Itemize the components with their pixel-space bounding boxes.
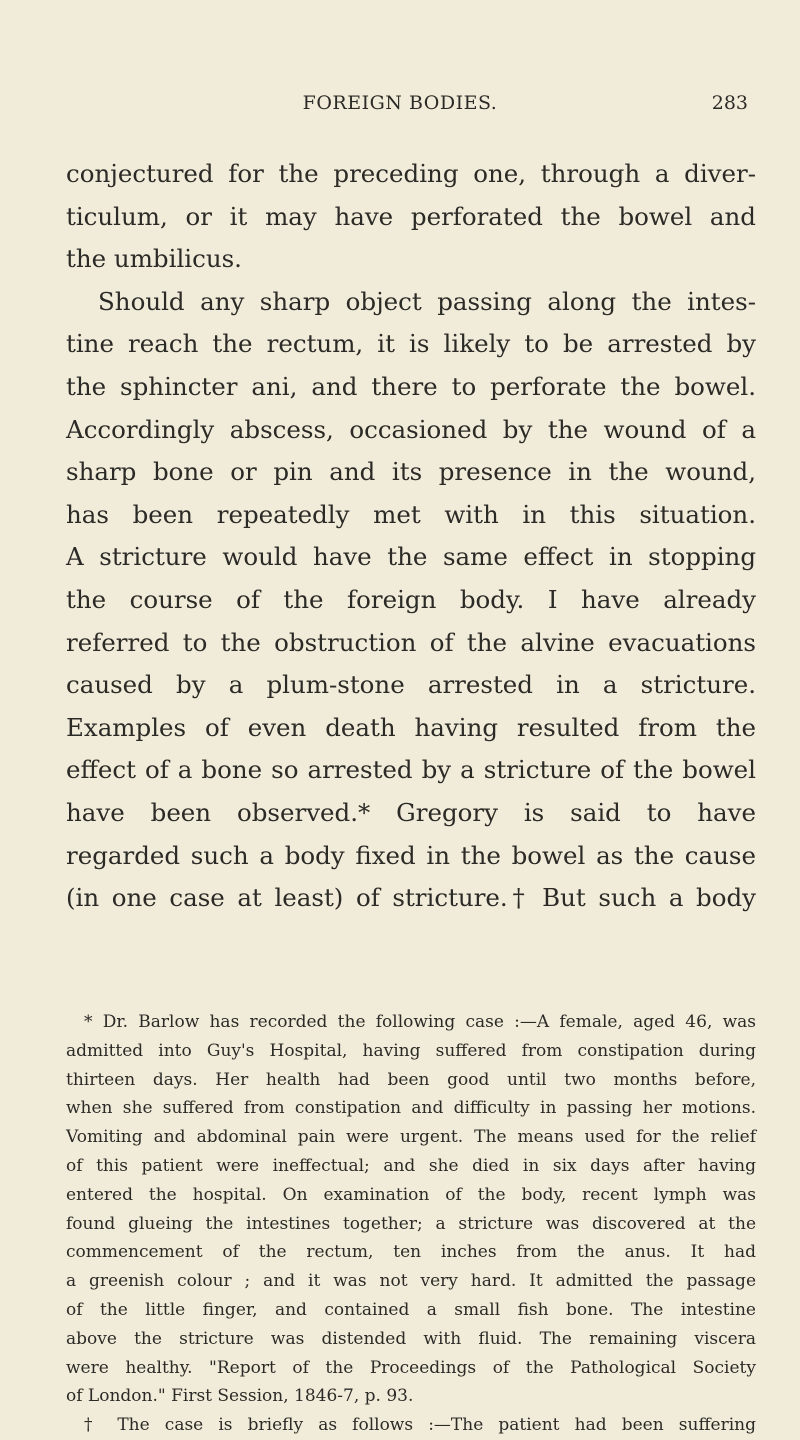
- footnote-line: of the little finger, and contained a small fish bone. The intestine: [66, 1299, 756, 1320]
- body-line: tine reach the rectum, it is likely to be arrested by: [66, 329, 756, 359]
- page-number: 283: [711, 92, 748, 114]
- footnotes: [66, 1008, 756, 1440]
- body-line: (in one case at least) of stricture.† But such a body: [66, 883, 756, 913]
- footnote-line: commencement of the rectum, ten inches from the anus. It had: [66, 1242, 756, 1263]
- body-line: Should any sharp object passing along the intes-: [98, 286, 756, 316]
- footnote-line: Vomiting and abdominal pain were urgent. The means used for the relief: [66, 1127, 756, 1148]
- footnote-line: † The case is briefly as follows :—The patient had been suffering: [84, 1415, 756, 1436]
- footnote-line: thirteen days. Her health had been good until two months before,: [66, 1069, 756, 1090]
- body-line: regarded such a body fixed in the bowel as the cause: [66, 840, 756, 870]
- body-line: has been repeatedly met with in this situation.: [66, 499, 756, 529]
- footnote-line: were healthy. "Report of the Proceedings of the Pathological Society: [66, 1357, 756, 1378]
- body-text: [66, 153, 756, 920]
- footnote-line: above the stricture was distended with fluid. The remaining viscera: [66, 1328, 756, 1349]
- running-title: FOREIGN BODIES.: [302, 92, 498, 114]
- footnote-line: admitted into Guy's Hospital, having suffered from constipation during: [66, 1040, 756, 1061]
- body-line: have been observed.* Gregory is said to have: [66, 797, 756, 827]
- body-line: effect of a bone so arrested by a stricture of the bowel: [66, 755, 756, 785]
- body-line: the course of the foreign body. I have already: [66, 584, 756, 614]
- footnote-line: * Dr. Barlow has recorded the following case :—A female, aged 46, was: [84, 1012, 756, 1032]
- body-line: sharp bone or pin and its presence in the wound,: [66, 457, 756, 487]
- body-line: the sphincter ani, and there to perforate the bowel.: [66, 371, 756, 401]
- body-line: referred to the obstruction of the alvine evacuations: [66, 627, 756, 657]
- body-line: Examples of even death having resulted from the: [66, 712, 756, 742]
- footnote-line: when she suffered from constipation and difficulty in passing her motions.: [66, 1098, 756, 1119]
- body-line: ticulum, or it may have perforated the bowel and: [66, 201, 756, 231]
- running-head: [0, 92, 800, 122]
- body-line: conjectured for the preceding one, through a diver-: [66, 159, 756, 188]
- footnote-line: of London." First Session, 1846-7, p. 93.: [66, 1386, 414, 1407]
- body-line: A stricture would have the same effect in stopping: [66, 542, 756, 572]
- body-line: the umbilicus.: [66, 244, 242, 274]
- footnote-line: a greenish colour ; and it was not very hard. It admitted the passage: [66, 1271, 756, 1292]
- footnote-line: found glueing the intestines together; a stricture was discovered at the: [66, 1213, 756, 1234]
- body-line: Accordingly abscess, occasioned by the wound of a: [66, 414, 756, 444]
- footnote-line: of this patient were ineffectual; and she died in six days after having: [66, 1155, 756, 1176]
- body-line: caused by a plum-stone arrested in a stricture.: [66, 670, 756, 700]
- footnote-line: entered the hospital. On examination of the body, recent lymph was: [66, 1184, 756, 1205]
